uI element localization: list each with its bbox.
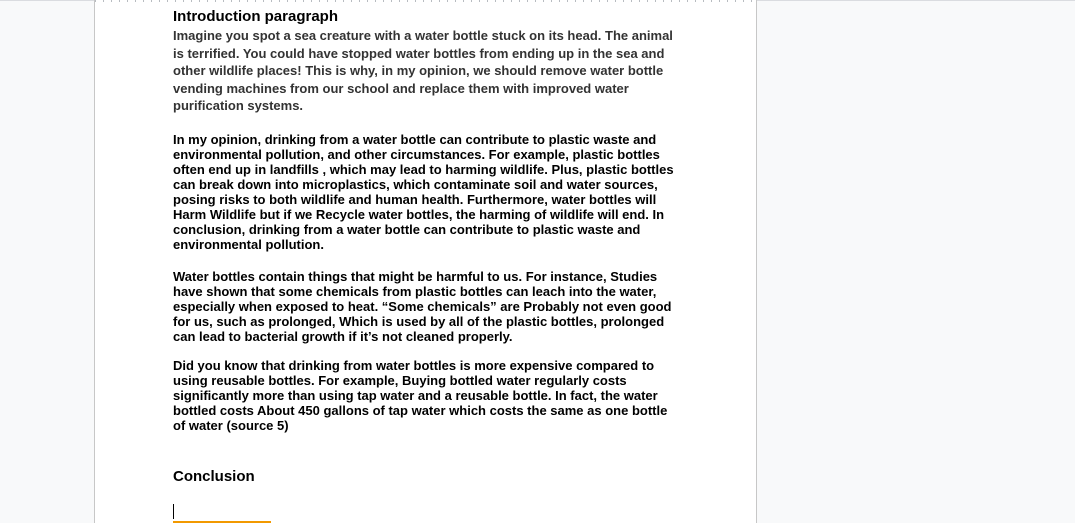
body-paragraph-pollution[interactable]: In my opinion, drinking from a water bottle can contribute to plastic waste and environmental pollution, and other circumstances. For example, plastic bottles often end up in landfills , which may lead to harming wildlife. Plus, plastic bottles can break down into microplastics, which contaminate soil and water sources, posing risks to both wildlife and human health. Furthermore, water bottles will Harm Wildlife but if we Recycle water bottles, the harming of wildlife will end. In conclusion, drinking from a water bottle can contribute to plastic waste and environmental pollution.: [173, 132, 674, 252]
page-break-marker: [95, 0, 756, 2]
conclusion-heading[interactable]: Conclusion: [173, 468, 255, 485]
intro-heading[interactable]: Introduction paragraph: [173, 8, 338, 25]
document-page[interactable]: [94, 0, 757, 523]
body-paragraph-cost[interactable]: Did you know that drinking from water bottles is more expensive compared to using reusable bottles. For example, Buying bottled water regularly costs significantly more than using tap water and a reusable bottle. In fact, the water bottled costs About 450 gallons of tap water which costs the same as one bottle of water (source 5): [173, 358, 668, 433]
text-cursor: [173, 504, 174, 519]
body-paragraph-chemicals[interactable]: Water bottles contain things that might be harmful to us. For instance, Studies have shown that some chemicals from plastic bottles can leach into the water, especially when exposed to heat. “Some chemicals” are Probably not even good for us, such as prolonged, Which is used by all of the plastic bottles, prolonged can lead to bacterial growth if it’s not cleaned properly.: [173, 269, 672, 344]
intro-paragraph[interactable]: Imagine you spot a sea creature with a water bottle stuck on its head. The animal is terrified. You could have stopped water bottles from ending up in the sea and other wildlife places! This is why, in my opinion, we should remove water bottle vending machines from our school and replace them with improved water purification systems.: [173, 28, 673, 113]
